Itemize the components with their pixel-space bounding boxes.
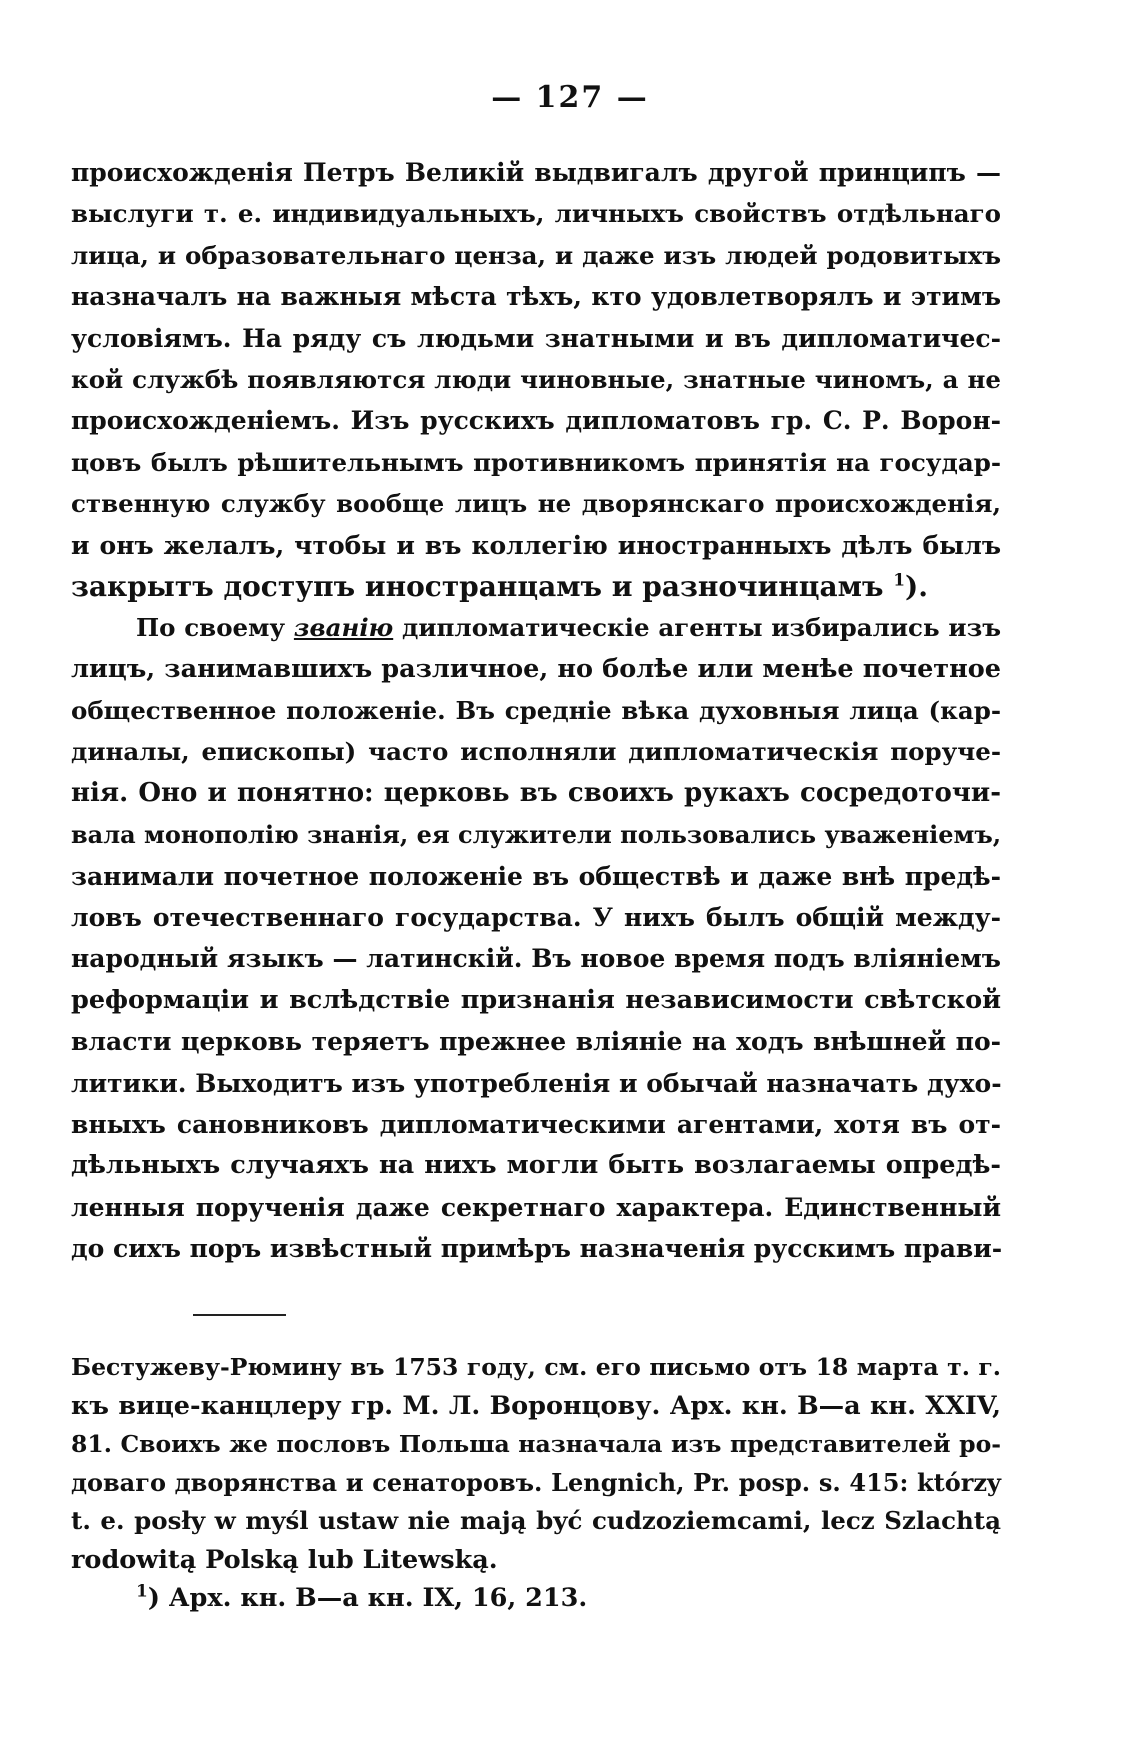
- text-line: цовъ былъ рѣшительнымъ противникомъ принятія на государ-: [71, 447, 1001, 477]
- footnote-line: rodowitą Polską lub Litewską.: [71, 1544, 498, 1575]
- line-text: дипломатическіе агенты избирались изъ: [393, 613, 1001, 643]
- emphasized-word: званію: [293, 613, 394, 643]
- footnote-marker: 1: [136, 1581, 148, 1602]
- paragraph-end-line: [71, 566, 1001, 607]
- line-text: закрытъ доступъ иностранцамъ и разночинцамъ: [71, 569, 884, 603]
- text-line: происхожденія Петръ Великій выдвигалъ другой принципъ —: [71, 158, 1001, 187]
- text-line: занимали почетное положеніе въ обществѣ и даже внѣ предѣ-: [71, 861, 1001, 891]
- footnote-separator: [193, 1314, 286, 1316]
- footnote-line: Бестужеву-Рюмину въ 1753 году, см. его письмо отъ 18 марта т. г.: [71, 1353, 1001, 1381]
- paragraph-start-line: [71, 607, 1001, 648]
- text-line: общественное положеніе. Въ средніе вѣка духовныя лица (кар-: [71, 696, 1001, 726]
- text-line: власти церковь теряетъ прежнее вліяніе на ходъ внѣшней по-: [71, 1027, 1001, 1057]
- text-line: вныхъ сановниковъ дипломатическими агентами, хотя въ от-: [71, 1109, 1001, 1139]
- text-line: условіямъ. На ряду съ людьми знатными и въ дипломатичес-: [71, 323, 1001, 353]
- footnote-reference[interactable]: 1: [893, 570, 906, 591]
- page-number: — 127 —: [491, 80, 649, 115]
- text-line: ственную службу вообще лицъ не дворянскаго происхожденія,: [71, 489, 1001, 519]
- text-line: выслуги т. е. индивидуальныхъ, личныхъ свойствъ отдѣльнаго: [71, 199, 1001, 229]
- footnote-line: t. e. posły w myśl ustaw nie mają być cudzoziemcami, lecz Szlachtą: [71, 1506, 1001, 1535]
- footnotes: [71, 1348, 1001, 1618]
- text-line: дѣльныхъ случаяхъ на нихъ могли быть возлагаемы опредѣ-: [71, 1150, 1001, 1181]
- text-line: до сихъ поръ извѣстный примѣръ назначенія русскимъ прави-: [71, 1234, 1003, 1264]
- text-line: диналы, епископы) часто исполняли дипломатическія поруче-: [71, 737, 1001, 767]
- text-line: происхожденіемъ. Изъ русскихъ дипломатовъ гр. С. Р. Ворон-: [71, 406, 1001, 436]
- footnote-line: доваго дворянства и сенаторовъ. Lengnich, Pr. posp. s. 415: którzy: [71, 1467, 1001, 1497]
- footnote-1: [71, 1579, 1001, 1618]
- text-line: лица, и образовательнаго ценза, и даже изъ людей родовитыхъ: [71, 240, 1001, 270]
- footnote-line: къ вице-канцлеру гр. М. Л. Воронцову. Арх. кн. В—а кн. XXIV,: [71, 1390, 1001, 1421]
- text-line: нія. Оно и понятно: церковь въ своихъ рукахъ сосредоточи-: [71, 777, 1001, 808]
- text-line: вала монополію знанія, ея служители пользовались уваженіемъ,: [71, 820, 1002, 850]
- text-line: ленныя порученія даже секретнаго характера. Единственный: [71, 1192, 1001, 1222]
- text-line: и онъ желалъ, чтобы и въ коллегію иностранныхъ дѣлъ былъ: [71, 530, 1001, 560]
- text-line: народный языкъ — латинскій. Въ новое время подъ вліяніемъ: [71, 944, 1001, 974]
- text-line: реформаціи и вслѣдствіе признанія независимости свѣтской: [71, 984, 1001, 1015]
- line-end: ).: [905, 569, 929, 603]
- text-line: лицъ, занимавшихъ различное, но болѣе или менѣе почетное: [71, 653, 1001, 684]
- footnote-text: ) Арх. кн. В—а кн. IX, 16, 213.: [147, 1583, 588, 1613]
- text-line: кой службѣ появляются люди чиновные, знатные чиномъ, а не: [71, 364, 1001, 394]
- text-line: ловъ отечественнаго государства. У нихъ былъ общій между-: [71, 903, 1001, 933]
- main-text: [71, 152, 1001, 1270]
- text-line: назначалъ на важныя мѣста тѣхъ, кто удовлетворялъ и этимъ: [71, 282, 1001, 312]
- footnote-line: 81. Своихъ же пословъ Польша назначала изъ представителей ро-: [71, 1430, 1001, 1458]
- line-text: По своему: [136, 613, 294, 643]
- text-line: литики. Выходитъ изъ употребленія и обычай назначать духо-: [71, 1068, 1002, 1098]
